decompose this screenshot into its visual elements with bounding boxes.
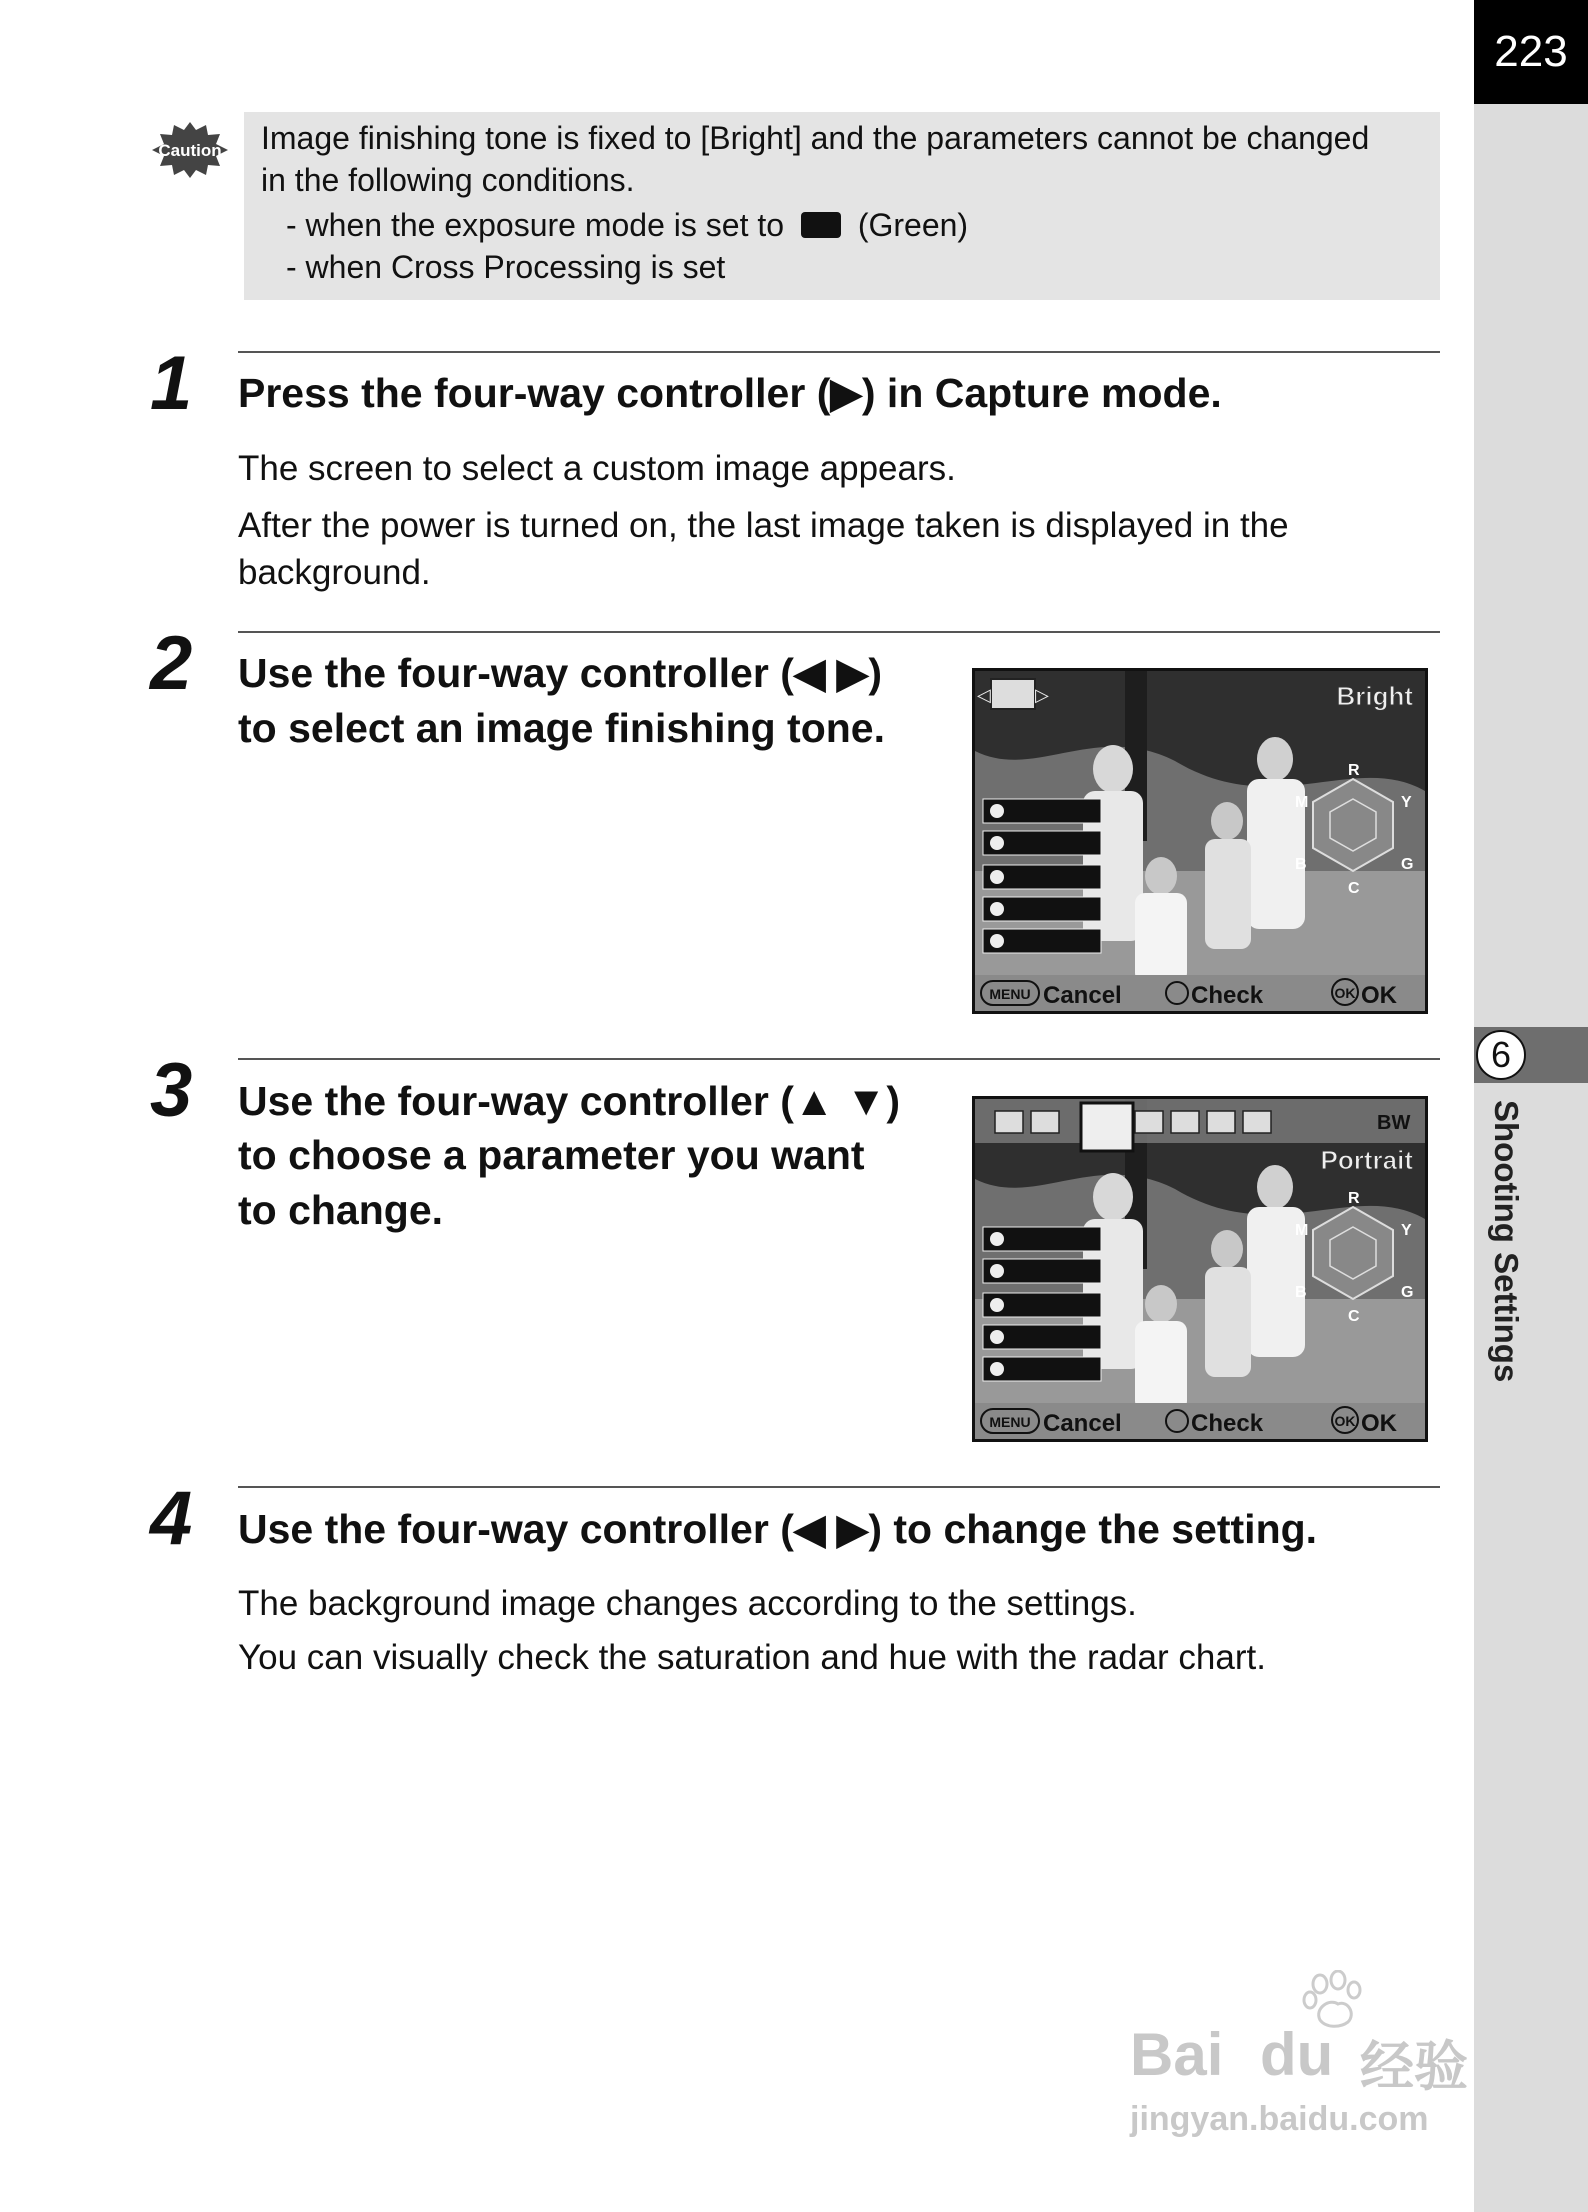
step-heading-line: Use the four-way controller (▲ ▼): [238, 1078, 901, 1124]
svg-text:B: B: [1295, 856, 1307, 873]
baidu-watermark: [1120, 1970, 1500, 2150]
svg-text:▷: ▷: [1035, 685, 1049, 705]
svg-text:Cancel: Cancel: [1043, 1410, 1122, 1437]
caution-item-green: [286, 204, 968, 246]
svg-text:Y: Y: [1401, 1222, 1412, 1239]
step-heading-line: to change.: [238, 1187, 444, 1233]
step-number: 1: [150, 341, 193, 426]
page-number: 223: [1474, 0, 1588, 104]
camera-screen-bright: [972, 668, 1428, 1014]
watermark-jingyan: 经验: [1360, 2037, 1468, 2097]
watermark-bai: Bai: [1130, 2021, 1224, 2088]
svg-text:C: C: [1348, 1308, 1360, 1325]
svg-text:BW: BW: [1377, 1112, 1411, 1134]
caution-icon-label: Caution: [158, 141, 222, 160]
svg-text:B: B: [1295, 1284, 1307, 1301]
svg-text:Portrait: Portrait: [1320, 1145, 1413, 1175]
tone-name: Bright: [1336, 681, 1413, 711]
step-heading: Use the four-way controller (◀ ▶) to change the setting.: [238, 1506, 1318, 1552]
step-divider: [238, 631, 1440, 633]
camera-screen-svg: [975, 1099, 1425, 1439]
caution-item1-prefix: - when the exposure mode is set to: [286, 207, 785, 243]
svg-text:G: G: [1401, 856, 1414, 873]
caution-item1-suffix: (Green): [857, 207, 969, 243]
watermark-url: jingyan.baidu.com: [1130, 2100, 1429, 2138]
svg-text:G: G: [1401, 1284, 1414, 1301]
step-heading: Press the four-way controller (▶) in Capture mode.: [238, 370, 1222, 416]
step-body-line: You can visually check the saturation and hue with the radar chart.: [238, 1638, 1266, 1677]
caution-text-line1: Image finishing tone is fixed to [Bright] and the parameters cannot be changed: [261, 120, 1370, 156]
green-mode-icon: [801, 212, 841, 238]
step-number: 4: [150, 1476, 193, 1561]
caution-icon: [150, 120, 230, 180]
svg-text:R: R: [1348, 762, 1360, 779]
svg-text:Check: Check: [1191, 1410, 1264, 1437]
svg-text:OK: OK: [1361, 982, 1397, 1009]
svg-text:C: C: [1348, 880, 1360, 897]
watermark-du: du: [1260, 2021, 1334, 2088]
svg-text:OK: OK: [1334, 985, 1356, 1001]
step-body-line: background.: [238, 553, 431, 592]
caution-text-line2: in the following conditions.: [261, 162, 635, 198]
svg-text:OK: OK: [1361, 1410, 1397, 1437]
step-divider: [238, 1486, 1440, 1488]
svg-text:MENU: MENU: [989, 1414, 1031, 1430]
step-body-line: The screen to select a custom image appears.: [238, 449, 956, 488]
step-heading-line: Use the four-way controller (◀ ▶): [238, 650, 882, 696]
caution-item-cross: - when Cross Processing is set: [286, 249, 726, 285]
chapter-number: 6: [1476, 1030, 1526, 1080]
step-divider: [238, 1058, 1440, 1060]
step-number: 3: [150, 1048, 193, 1133]
svg-text:MENU: MENU: [989, 986, 1031, 1002]
step-divider: [238, 351, 1440, 353]
step-heading-line: to choose a parameter you want: [238, 1132, 865, 1178]
step-number: 2: [150, 621, 193, 706]
svg-text:Y: Y: [1401, 794, 1412, 811]
svg-text:M: M: [1295, 1222, 1309, 1239]
svg-text:R: R: [1348, 1190, 1360, 1207]
svg-text:Check: Check: [1191, 982, 1264, 1009]
svg-text:OK: OK: [1334, 1413, 1356, 1429]
camera-screen-svg: [975, 671, 1425, 1011]
svg-text:◁: ◁: [977, 685, 991, 705]
step-body-line: The background image changes according to the settings.: [238, 1584, 1137, 1623]
chapter-title-container: [1476, 1100, 1536, 1420]
svg-text:Cancel: Cancel: [1043, 982, 1122, 1009]
camera-screen-portrait: [972, 1096, 1428, 1442]
svg-text:M: M: [1295, 794, 1309, 811]
chapter-title: Shooting Settings: [1488, 1100, 1525, 1383]
step-body-line: After the power is turned on, the last image taken is displayed in the: [238, 506, 1289, 545]
step-heading-line: to select an image finishing tone.: [238, 705, 885, 751]
